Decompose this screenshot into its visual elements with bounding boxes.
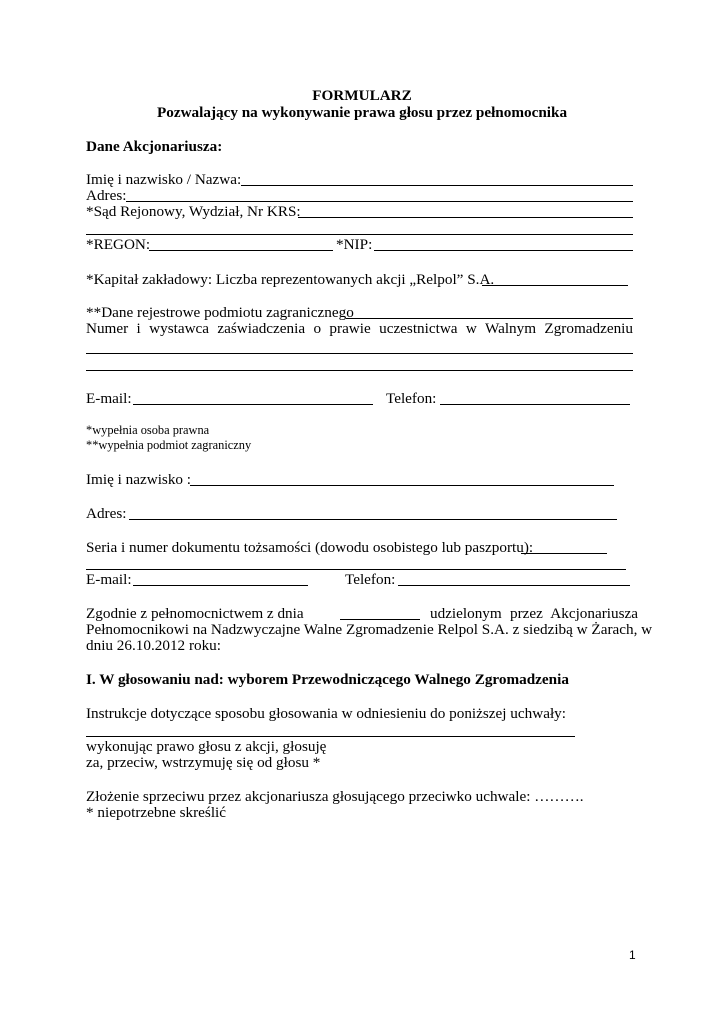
proxy-name-label: Imię i nazwisko : (86, 471, 192, 488)
shareholder-krs-label: *Sąd Rejonowy, Wydział, Nr KRS: (86, 203, 301, 220)
agreement-line1-start: Zgodnie z pełnomocnictwem z dnia (86, 605, 304, 622)
agreement-date-field[interactable] (340, 619, 420, 620)
agreement-line2: Pełnomocnikowi na Nadzwyczajne Walne Zgromadzenie Relpol S.A. z siedzibą w Żarach, w (86, 621, 653, 638)
agreement-line1-end: udzielonym przez Akcjonariusza (430, 605, 638, 622)
section1-instructions: Instrukcje dotyczące sposobu głosowania w odniesieniu do poniższej uchwały: (86, 705, 566, 722)
section1-heading: I. W głosowaniu nad: wyborem Przewodniczącego Walnego Zgromadzenia (86, 671, 569, 688)
proxy-phone-field[interactable] (398, 585, 630, 586)
shareholder-phone-label: Telefon: (386, 390, 437, 407)
shareholder-heading: Dane Akcjonariusza: (86, 138, 223, 155)
foreign-registry-label: **Dane rejestrowe podmiotu zagranicznego (86, 304, 354, 321)
proxy-id-field-2[interactable] (86, 569, 626, 570)
proxy-address-field[interactable] (129, 519, 617, 520)
note-legal-person: *wypełnia osoba prawna (86, 423, 210, 437)
proxy-email-label: E-mail: (86, 571, 132, 588)
proxy-name-field[interactable] (190, 485, 614, 486)
shareholder-phone-field[interactable] (440, 404, 630, 405)
proxy-id-label: Seria i numer dokumentu tożsamości (dowodu osobistego lub paszportu): (86, 539, 534, 556)
footnote-strike: * niepotrzebne skreślić (86, 804, 227, 821)
regon-field[interactable] (149, 250, 333, 251)
note-foreign-entity: **wypełnia podmiot zagraniczny (86, 438, 252, 452)
foreign-registry-field[interactable] (346, 318, 633, 319)
form-title: FORMULARZ (312, 87, 412, 104)
shareholder-address-label: Adres: (86, 187, 127, 204)
shareholder-name-field[interactable] (241, 185, 633, 186)
form-subtitle: Pozwalający na wykonywanie prawa głosu przez pełnomocnika (156, 104, 568, 121)
proxy-email-field[interactable] (133, 585, 308, 586)
shareholder-address-field[interactable] (126, 201, 633, 202)
proxy-address-label: Adres: (86, 505, 127, 522)
page-number: 1 (629, 948, 636, 962)
shareholder-krs-field-2[interactable] (86, 234, 633, 235)
agreement-line3: dniu 26.10.2012 roku: (86, 637, 221, 654)
nip-field[interactable] (374, 250, 633, 251)
shareholder-name-label: Imię i nazwisko / Nazwa: (86, 171, 242, 188)
shareholder-email-label: E-mail: (86, 390, 132, 407)
shareholder-email-field[interactable] (133, 404, 373, 405)
certificate-field-1[interactable] (86, 353, 633, 354)
capital-field[interactable] (482, 285, 628, 286)
section1-instructions-field[interactable] (86, 736, 575, 737)
certificate-field-2[interactable] (86, 370, 633, 371)
nip-label: *NIP: (336, 236, 373, 253)
proxy-phone-label: Telefon: (345, 571, 396, 588)
objection-text: Złożenie sprzeciwu przez akcjonariusza głosującego przeciwko uchwale: ………. (86, 788, 584, 805)
capital-label: *Kapitał zakładowy: Liczba reprezentowanych akcji „Relpol” S.A. (86, 271, 495, 288)
regon-label: *REGON: (86, 236, 151, 253)
proxy-id-field[interactable] (521, 553, 607, 554)
shareholder-krs-field[interactable] (298, 217, 633, 218)
certificate-label: Numer i wystawca zaświadczenia o prawie uczestnictwa w Walnym Zgromadzeniu (86, 320, 633, 337)
vote-line1: wykonując prawo głosu z akcji, głosuję (86, 738, 327, 755)
vote-options: za, przeciw, wstrzymuję się od głosu * (86, 754, 321, 771)
